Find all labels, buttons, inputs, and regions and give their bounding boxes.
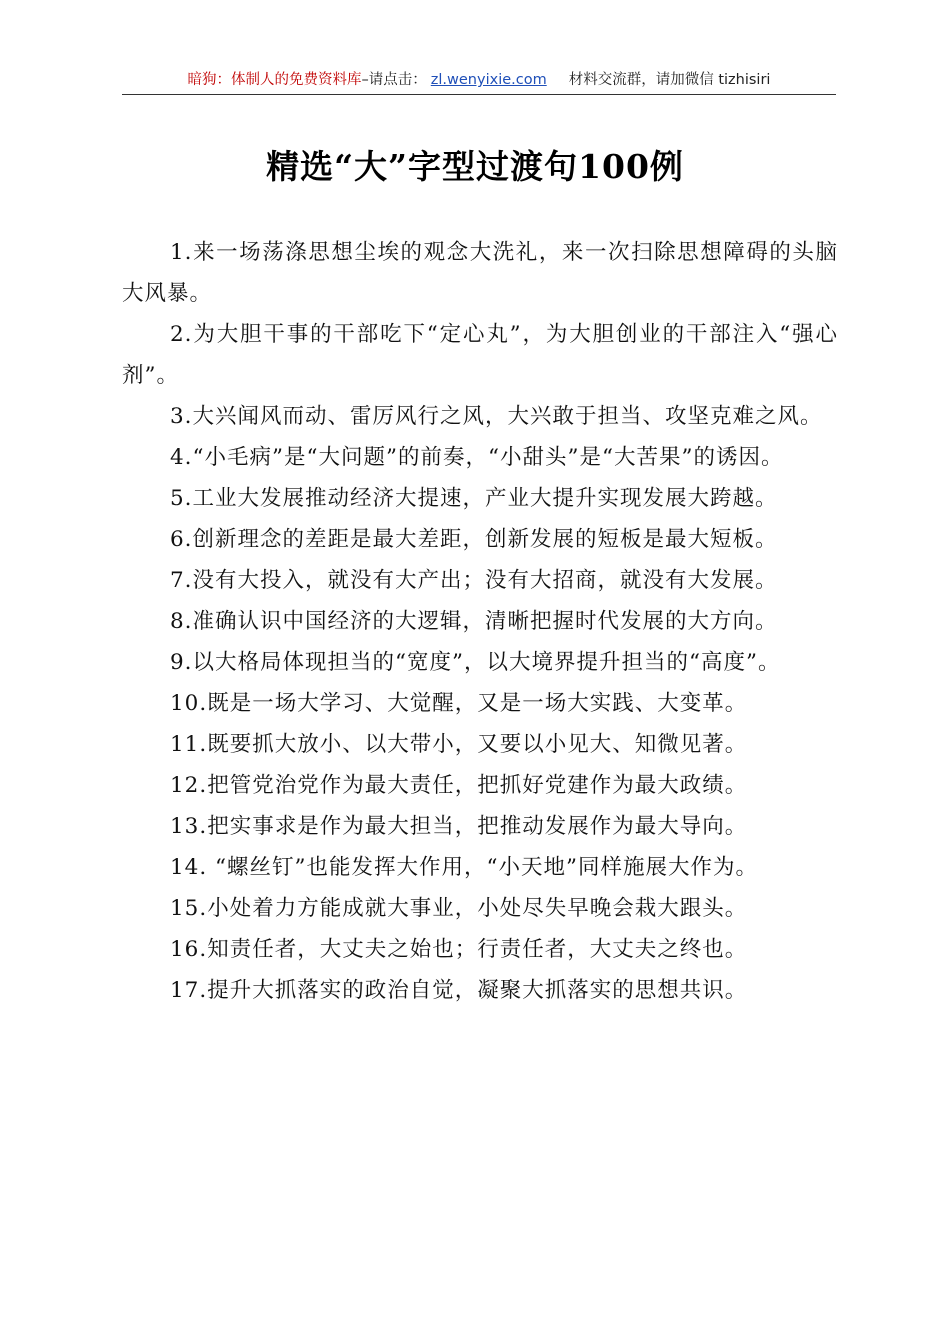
list-item: 6.创新理念的差距是最大差距，创新发展的短板是最大短板。 xyxy=(170,527,778,552)
list-item: 10.既是一场大学习、大觉醒，又是一场大实践、大变革。 xyxy=(170,691,748,716)
list-item: 7.没有大投入，就没有大产出；没有大招商，就没有大发展。 xyxy=(170,568,778,593)
page-header xyxy=(122,70,836,95)
list-item: 11.既要抓大放小、以大带小，又要以小见大、知微见著。 xyxy=(170,732,748,757)
list-item: 17.提升大抓落实的政治自觉，凝聚大抓落实的思想共识。 xyxy=(170,978,748,1003)
list-item: 2.为大胆干事的干部吃下“定心丸”，为大胆创业的干部注入“强心剂”。 xyxy=(122,322,838,388)
header-brand: 暗狗：体制人的免费资料库 xyxy=(187,72,362,88)
list-item: 14. “螺丝钉”也能发挥大作用，“小天地”同样施展大作为。 xyxy=(170,855,758,880)
header-link[interactable]: zl.wenyixie.com xyxy=(430,72,547,88)
header-group-text: 材料交流群，请加微信 tizhisiri xyxy=(568,72,771,88)
document-title: 精选“大”字型过渡句100例 xyxy=(266,147,684,186)
document-body xyxy=(122,232,838,1011)
list-item: 8.准确认识中国经济的大逻辑，清晰把握时代发展的大方向。 xyxy=(170,609,778,634)
list-item: 13.把实事求是作为最大担当，把推动发展作为最大导向。 xyxy=(170,814,748,839)
list-item: 9.以大格局体现担当的“宽度”，以大境界提升担当的“高度”。 xyxy=(170,650,781,675)
list-item: 5.工业大发展推动经济大提速，产业大提升实现发展大跨越。 xyxy=(170,486,778,511)
list-item: 16.知责任者，大丈夫之始也；行责任者，大丈夫之终也。 xyxy=(170,937,748,962)
header-click-text: –请点击： xyxy=(361,72,427,88)
list-item: 3.大兴闻风而动、雷厉风行之风，大兴敢于担当、攻坚克难之风。 xyxy=(170,404,823,429)
list-item: 15.小处着力方能成就大事业，小处尽失早晚会栽大跟头。 xyxy=(170,896,748,921)
list-item: 4.“小毛病”是“大问题”的前奏，“小甜头”是“大苦果”的诱因。 xyxy=(170,445,784,470)
list-item: 1.来一场荡涤思想尘埃的观念大洗礼，来一次扫除思想障碍的头脑大风暴。 xyxy=(122,240,838,306)
list-item: 12.把管党治党作为最大责任，把抓好党建作为最大政绩。 xyxy=(170,773,748,798)
